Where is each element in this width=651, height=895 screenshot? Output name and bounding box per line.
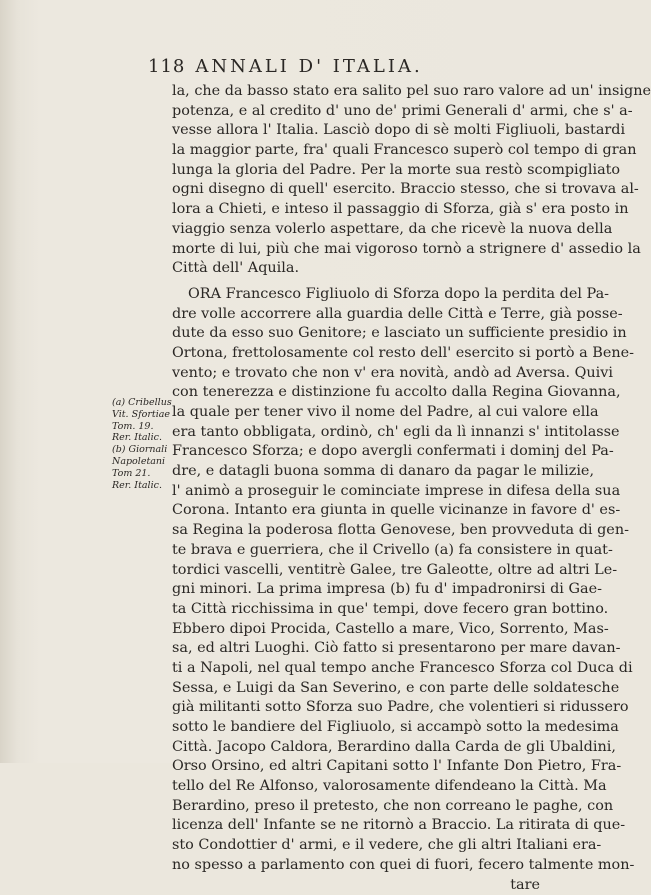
text-line: l' animò a proseguir le cominciate imprese in difesa della sua bbox=[172, 482, 548, 502]
margin-note-line: Tom. 19. bbox=[112, 421, 172, 433]
page-number: 118 bbox=[148, 56, 185, 77]
text-line: dute da esso suo Genitore; e lasciato un sufficiente presidio in bbox=[172, 324, 548, 344]
margin-notes bbox=[112, 397, 172, 491]
text-line: tordici vascelli, ventitrè Galee, tre Galeotte, oltre ad altri Le- bbox=[172, 561, 548, 581]
text-line: lora a Chieti, e inteso il passaggio di Sforza, già s' era posto in bbox=[172, 200, 548, 220]
text-line: potenza, e al credito d' uno de' primi Generali d' armi, che s' a- bbox=[172, 102, 548, 122]
text-line: viaggio senza volerlo aspettare, da che ricevè la nuova della bbox=[172, 220, 548, 240]
margin-note-line: Tom 21. bbox=[112, 468, 172, 480]
catchword: tare bbox=[172, 876, 548, 895]
text-line: vesse allora l' Italia. Lasciò dopo di sè molti Figliuoli, bastardi bbox=[172, 121, 548, 141]
text-line: sotto le bandiere del Figliuolo, si accampò sotto la medesima bbox=[172, 718, 548, 738]
text-line: sa, ed altri Luoghi. Ciò fatto si presentarono per mare davan- bbox=[172, 639, 548, 659]
text-line: la, che da basso stato era salito pel suo raro valore ad un' insigne bbox=[172, 82, 548, 102]
paragraph-start-line: ORA Francesco Figliuolo di Sforza dopo la perdita del Pa- bbox=[172, 285, 548, 305]
running-title: ANNALI D' ITALIA. bbox=[195, 56, 422, 77]
text-line: la quale per tener vivo il nome del Padre, al cui valore ella bbox=[172, 403, 548, 423]
text-line: Corona. Intanto era giunta in quelle vicinanze in favore d' es- bbox=[172, 501, 548, 521]
text-line: Città. Jacopo Caldora, Berardino dalla Carda de gli Ubaldini, bbox=[172, 738, 548, 758]
text-line: dre volle accorrere alla guardia delle Città e Terre, già posse- bbox=[172, 305, 548, 325]
text-line: ogni disegno di quell' esercito. Braccio stesso, che si trovava al- bbox=[172, 180, 548, 200]
text-line: Ebbero dipoi Procida, Castello a mare, Vico, Sorrento, Mas- bbox=[172, 620, 548, 640]
margin-note-line: Rer. Italic. bbox=[112, 480, 172, 492]
text-line: sto Condottier d' armi, e il vedere, che gli altri Italiani era- bbox=[172, 836, 548, 856]
text-line: Orso Orsino, ed altri Capitani sotto l' Infante Don Pietro, Fra- bbox=[172, 757, 548, 777]
text-line: era tanto obbligata, ordinò, ch' egli da lì innanzi s' intitolasse bbox=[172, 423, 548, 443]
margin-note-line: (a) Cribellus bbox=[112, 397, 172, 409]
text-line: no spesso a parlamento con quei di fuori, fecero talmente mon- bbox=[172, 856, 548, 876]
body-text bbox=[172, 82, 548, 895]
text-line: gni minori. La prima impresa (b) fu d' impadronirsi di Gae- bbox=[172, 580, 548, 600]
text-line: tello del Re Alfonso, valorosamente difendeano la Città. Ma bbox=[172, 777, 548, 797]
text-line: lunga la gloria del Padre. Per la morte sua restò scompigliato bbox=[172, 161, 548, 181]
text-line: licenza dell' Infante se ne ritornò a Braccio. La ritirata di que- bbox=[172, 816, 548, 836]
text-line: Ortona, frettolosamente col resto dell' esercito si portò a Bene- bbox=[172, 344, 548, 364]
text-line: Francesco Sforza; e dopo avergli confermati i dominj del Pa- bbox=[172, 442, 548, 462]
text-line: ta Città ricchissima in que' tempi, dove fecero gran bottino. bbox=[172, 600, 548, 620]
text-line: già militanti sotto Sforza suo Padre, che volentieri si ridussero bbox=[172, 698, 548, 718]
text-line: la maggior parte, fra' quali Francesco superò col tempo di gran bbox=[172, 141, 548, 161]
margin-note-line: Napoletani bbox=[112, 456, 172, 468]
text-line: con tenerezza e distinzione fu accolto dalla Regina Giovanna, bbox=[172, 383, 548, 403]
text-line: vento; e trovato che non v' era novità, andò ad Aversa. Quivi bbox=[172, 364, 548, 384]
text-line: Berardino, preso il pretesto, che non correano le paghe, con bbox=[172, 797, 548, 817]
margin-note-line: (b) Giornali bbox=[112, 444, 172, 456]
text-line: sa Regina la poderosa flotta Genovese, ben provveduta di gen- bbox=[172, 521, 548, 541]
text-line: dre, e datagli buona somma di danaro da pagar le milizie, bbox=[172, 462, 548, 482]
text-line: te brava e guerriera, che il Crivello (a) fa consistere in quat- bbox=[172, 541, 548, 561]
text-line: morte di lui, più che mai vigoroso tornò a strignere d' assedio la bbox=[172, 240, 548, 260]
page-header bbox=[148, 56, 423, 77]
text-line: ti a Napoli, nel qual tempo anche Francesco Sforza col Duca di bbox=[172, 659, 548, 679]
margin-note-line: Rer. Italic. bbox=[112, 432, 172, 444]
text-line: Città dell' Aquila. bbox=[172, 259, 548, 279]
text-line: Sessa, e Luigi da San Severino, e con parte delle soldatesche bbox=[172, 679, 548, 699]
margin-note-line: Vit. Sfortiae bbox=[112, 409, 172, 421]
